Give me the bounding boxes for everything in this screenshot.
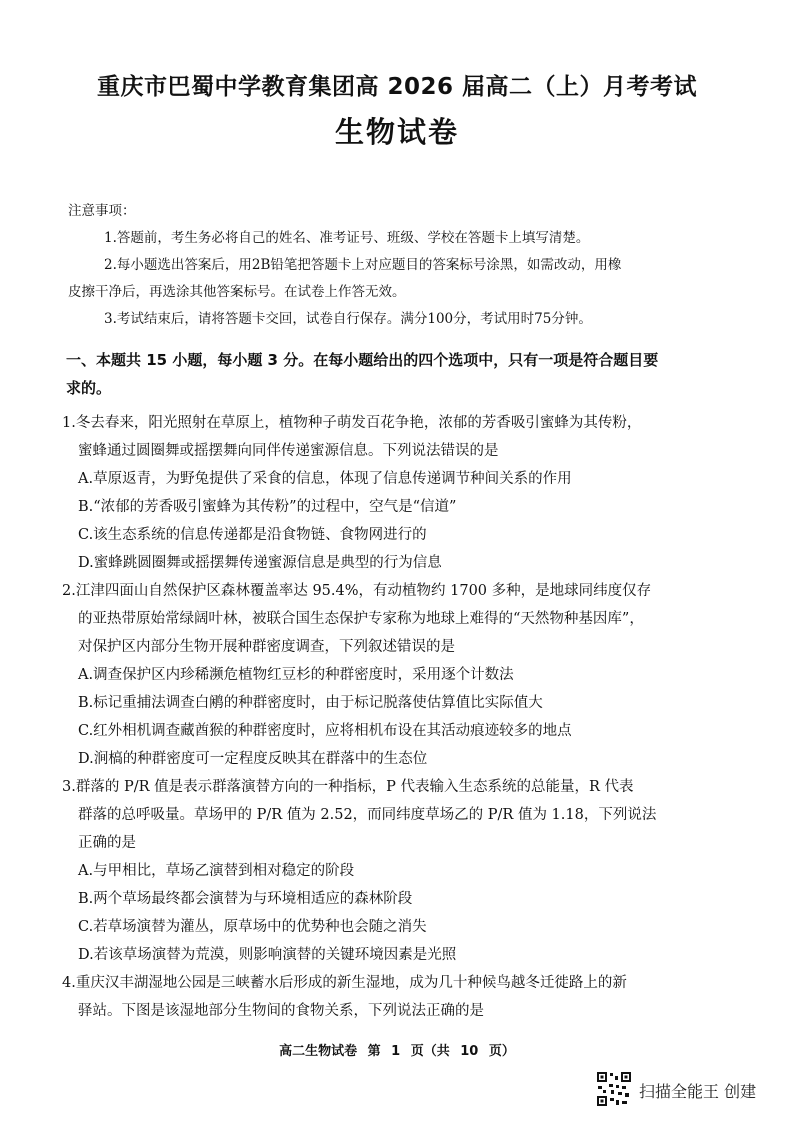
q1-option-b: B.“浓郁的芳香吸引蜜蜂为其传粉”的过程中，空气是“信道” bbox=[78, 499, 457, 515]
q2-option-c: C.红外相机调查藏酋猴的种群密度时，应将相机布设在其活动痕迹较多的地点 bbox=[78, 723, 572, 739]
scanner-watermark: 扫描全能王 创建 bbox=[639, 1082, 757, 1101]
section-heading: 一、本题共 15 小题，每小题 3 分。在每小题给出的四个选项中，只有一项是符合题目要 bbox=[66, 351, 659, 369]
q1-option-d: D.蜜蜂跳圆圈舞或摇摆舞传递蜜源信息是典型的行为信息 bbox=[78, 555, 442, 571]
q1-stem-cont: 蜜蜂通过圆圈舞或摇摆舞向同伴传递蜜源信息。下列说法错误的是 bbox=[78, 443, 499, 459]
q2-stem: 2.江津四面山自然保护区森林覆盖率达 95.4%，有动植物约 1700 多种，是地球同纬度仅存 bbox=[62, 583, 652, 599]
exam-title: 重庆市巴蜀中学教育集团高 2026 届高二（上）月考考试 bbox=[96, 74, 698, 100]
q1-option-a: A.草原返青，为野兔提供了采食的信息，体现了信息传递调节种间关系的作用 bbox=[78, 471, 572, 487]
q4-stem-cont: 驿站。下图是该湿地部分生物间的食物关系，下列说法正确的是 bbox=[78, 1003, 484, 1019]
notice-item-2: 2.每小题选出答案后，用2B铅笔把答题卡上对应题目的答案标号涂黑，如需改动，用橡 bbox=[104, 257, 622, 273]
q3-stem-cont2: 正确的是 bbox=[78, 835, 136, 851]
q3-stem-cont: 群落的总呼吸量。草场甲的 P/R 值为 2.52，而同纬度草场乙的 P/R 值为 1.18，下列说法 bbox=[78, 807, 657, 823]
page-footer: 高二生物试卷 第 1 页（共 10 页） bbox=[279, 1044, 515, 1059]
notice-heading: 注意事项： bbox=[68, 203, 136, 219]
subject-title: 生物试卷 bbox=[334, 115, 459, 149]
qr-code-icon bbox=[596, 1071, 632, 1107]
section-heading-cont: 求的。 bbox=[66, 379, 112, 397]
q2-option-a: A.调查保护区内珍稀濒危植物红豆杉的种群密度时，采用逐个计数法 bbox=[78, 667, 514, 683]
q3-option-d: D.若该草场演替为荒漠，则影响演替的关键环境因素是光照 bbox=[78, 947, 457, 963]
q3-option-b: B.两个草场最终都会演替为与环境相适应的森林阶段 bbox=[78, 891, 413, 907]
q2-stem-cont: 的亚热带原始常绿阔叶林，被联合国生态保护专家称为地球上难得的“天然物种基因库”， bbox=[78, 611, 644, 627]
notice-item-2-cont: 皮擦干净后，再选涂其他答案标号。在试卷上作答无效。 bbox=[68, 284, 406, 300]
q4-stem: 4.重庆汉丰湖湿地公园是三峡蓄水后形成的新生湿地，成为几十种候鸟越冬迁徙路上的新 bbox=[62, 975, 627, 991]
notice-item-1: 1.答题前，考生务必将自己的姓名、准考证号、班级、学校在答题卡上填写清楚。 bbox=[104, 230, 590, 246]
q1-stem: 1.冬去春来，阳光照射在草原上，植物种子萌发百花争艳，浓郁的芳香吸引蜜蜂为其传粉， bbox=[62, 415, 642, 431]
q1-option-c: C.该生态系统的信息传递都是沿食物链、食物网进行的 bbox=[78, 527, 427, 543]
q2-stem-cont2: 对保护区内部分生物开展种群密度调查，下列叙述错误的是 bbox=[78, 639, 455, 655]
notice-item-3: 3.考试结束后，请将答题卡交回，试卷自行保存。满分100分，考试用时75分钟。 bbox=[104, 311, 592, 327]
q3-option-c: C.若草场演替为灌丛，原草场中的优势种也会随之消失 bbox=[78, 919, 427, 935]
q2-option-b: B.标记重捕法调查白鹇的种群密度时，由于标记脱落使估算值比实际值大 bbox=[78, 695, 543, 711]
q2-option-d: D.涧槁的种群密度可一定程度反映其在群落中的生态位 bbox=[78, 751, 428, 767]
q3-option-a: A.与甲相比，草场乙演替到相对稳定的阶段 bbox=[78, 863, 355, 879]
q3-stem: 3.群落的 P/R 值是表示群落演替方向的一种指标，P 代表输入生态系统的总能量，R 代表 bbox=[62, 779, 634, 795]
